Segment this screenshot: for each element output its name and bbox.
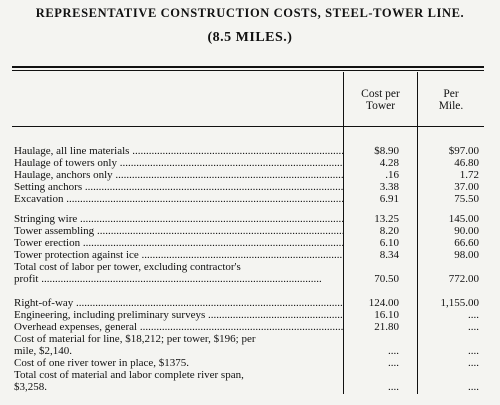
row-label: Tower protection against ice ..... (14, 249, 344, 261)
row-cost-per-tower: 21.80 (374, 321, 399, 333)
table-row (14, 237, 484, 249)
row-per-mile: .... (468, 381, 479, 393)
row-label: profit ..... (14, 273, 344, 285)
row-label: Overhead expenses, general ..... (14, 321, 344, 333)
table-row (14, 333, 484, 345)
row-label: Tower erection ..... (14, 237, 344, 249)
table-row (14, 261, 484, 273)
row-per-mile: 66.60 (454, 237, 479, 249)
row-cost-per-tower: 70.50 (374, 273, 399, 285)
header-per-mile-line2: Mile. (438, 100, 464, 112)
row-label: Excavation ..... (14, 193, 344, 205)
header-per-mile-line1: Per (443, 88, 459, 100)
table-row (14, 169, 484, 181)
row-label: $3,258. (14, 381, 47, 393)
table-row (14, 321, 484, 333)
row-cost-per-tower: 8.20 (379, 225, 399, 237)
row-per-mile: 1,155.00 (440, 297, 479, 309)
row-label: Cost of material for line, $18,212; per tower, $196; per (14, 333, 256, 345)
row-cost-per-tower: $8.90 (374, 145, 399, 157)
header-rule (12, 126, 484, 127)
row-per-mile: 46.80 (454, 157, 479, 169)
row-per-mile: .... (468, 309, 479, 321)
table-row (14, 145, 484, 157)
row-label: Total cost of material and labor complete river span, (14, 369, 244, 381)
table-row (14, 273, 484, 285)
table-row (14, 225, 484, 237)
table-row (14, 345, 484, 357)
table-row (14, 193, 484, 205)
row-cost-per-tower: 6.10 (379, 237, 399, 249)
header-cost-per-tower (344, 88, 417, 112)
row-cost-per-tower: 13.25 (374, 213, 399, 225)
table-row (14, 297, 484, 309)
row-per-mile: 37.00 (454, 181, 479, 193)
header-cost-per-tower-line2: Tower (365, 100, 396, 112)
row-per-mile: 145.00 (448, 213, 479, 225)
row-label: Stringing wire ..... (14, 213, 344, 225)
table-row (14, 309, 484, 321)
row-label: Cost of one river tower in place, $1375. (14, 357, 190, 369)
table-row (14, 157, 484, 169)
row-cost-per-tower: .... (388, 381, 399, 393)
row-label: Right-of-way ..... (14, 297, 344, 309)
table-subtitle: (8.5 MILES.) (207, 30, 293, 45)
row-per-mile: 98.00 (454, 249, 479, 261)
row-per-mile: 772.00 (448, 273, 479, 285)
row-cost-per-tower: 16.10 (374, 309, 399, 321)
table-row (14, 357, 484, 369)
row-per-mile: 1.72 (459, 169, 479, 181)
row-cost-per-tower: 6.91 (379, 193, 399, 205)
row-per-mile: .... (468, 345, 479, 357)
table-row (14, 369, 484, 381)
row-per-mile: .... (468, 357, 479, 369)
table-row (14, 213, 484, 225)
row-label: Total cost of labor per tower, excluding contractor's (14, 261, 241, 273)
row-per-mile: $97.00 (448, 145, 479, 157)
row-cost-per-tower: .... (388, 345, 399, 357)
row-cost-per-tower: 4.28 (379, 157, 399, 169)
header-per-mile (418, 88, 484, 112)
row-label: Haulage, all line materials ..... (14, 145, 344, 157)
table-title: REPRESENTATIVE CONSTRUCTION COSTS, STEEL-TOWER LINE. (35, 6, 465, 20)
top-double-rule-lower (12, 70, 484, 71)
row-cost-per-tower: .16 (385, 169, 399, 181)
row-per-mile: 75.50 (454, 193, 479, 205)
row-label: Setting anchors ..... (14, 181, 344, 193)
row-label: Tower assembling ..... (14, 225, 344, 237)
row-per-mile: 90.00 (454, 225, 479, 237)
header-cost-per-tower-line1: Cost per (361, 88, 400, 100)
table-row (14, 181, 484, 193)
table-row (14, 381, 484, 393)
row-cost-per-tower: 3.38 (379, 181, 399, 193)
row-label: Haulage, anchors only ..... (14, 169, 344, 181)
row-cost-per-tower: 124.00 (368, 297, 399, 309)
row-per-mile: .... (468, 321, 479, 333)
row-label: Engineering, including preliminary surveys ..... (14, 309, 344, 321)
table-row (14, 249, 484, 261)
row-label: Haulage of towers only ..... (14, 157, 344, 169)
row-label: mile, $2,140. (14, 345, 73, 357)
row-cost-per-tower: .... (388, 357, 399, 369)
row-cost-per-tower: 8.34 (379, 249, 399, 261)
top-double-rule-upper (12, 66, 484, 68)
